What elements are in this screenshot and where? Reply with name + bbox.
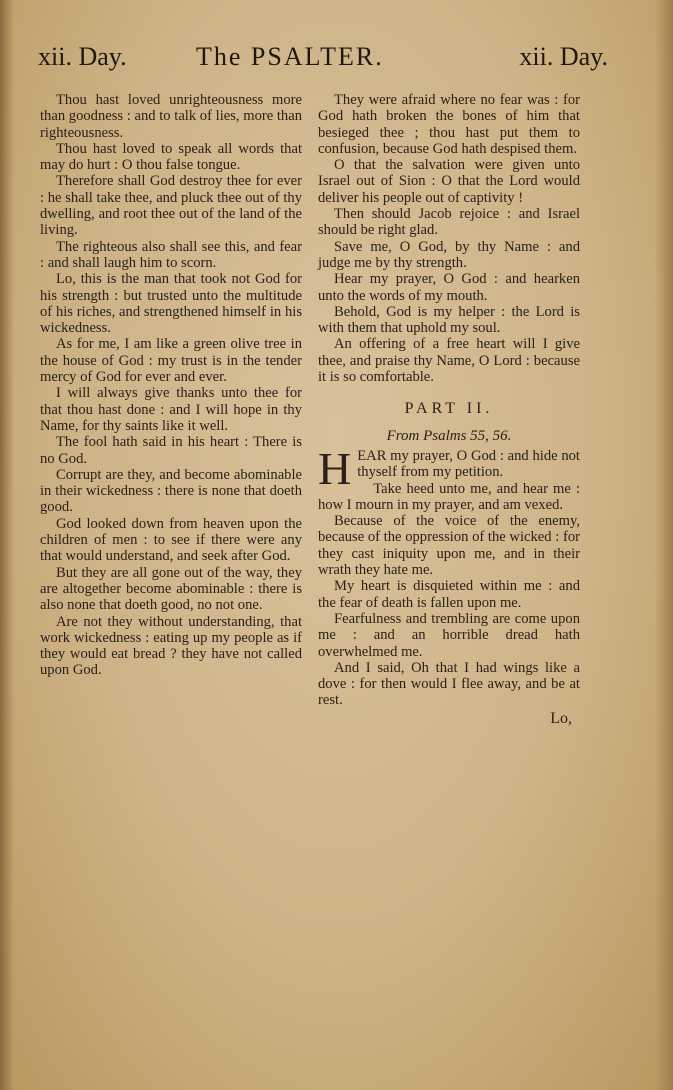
verse: An offering of a free heart will I give thee, and praise thy Name, O Lord : because it is so comfortable. <box>318 336 580 386</box>
right-column <box>318 92 580 727</box>
verse: Take heed unto me, and hear me : how I mourn in my prayer, and am vexed. <box>318 480 580 513</box>
verse: God looked down from heaven upon the children of men : to see if there were any that would understand, and seek after God. <box>40 515 302 565</box>
verse: The fool hath said in his heart : There is no God. <box>40 434 302 467</box>
verse: Lo, this is the man that took not God for his strength : but trusted unto the multitude of his riches, and strengthened himself in his wickedness. <box>40 271 302 337</box>
verse: Corrupt are they, and become abominable in their wickedness : there is none that doeth good. <box>40 466 302 516</box>
verse: Thou hast loved to speak all words that may do hurt : O thou false tongue. <box>40 140 302 174</box>
page-edge-shadow-left <box>0 0 14 1090</box>
verse: The righteous also shall see this, and fear : and shall laugh him to scorn. <box>40 238 302 271</box>
header-day-right: xii. Day. <box>519 42 608 71</box>
page-edge-shadow-right <box>655 0 673 1090</box>
verse: But they are all gone out of the way, they are altogether become abominable : there is also none that doeth good, no not one. <box>40 564 302 614</box>
verse: Because of the voice of the enemy, because of the oppression of the wicked : for they cast iniquity upon me, and in their wrath they hate me. <box>318 513 580 579</box>
verse: I will always give thanks unto thee for that thou hast done : and I will hope in thy Name, for thy saints like it well. <box>40 385 302 434</box>
drop-cap: H <box>318 442 352 494</box>
verse: My heart is disquieted within me : and the fear of death is fallen upon me. <box>318 578 580 611</box>
verse: Save me, O God, by thy Name : and judge me by thy strength. <box>318 238 580 271</box>
header-day-left: xii. Day. <box>38 42 127 71</box>
verse: O that the salvation were given unto Israel out of Sion : O that the Lord would deliver his people out of captivity ! <box>318 157 580 206</box>
left-column <box>40 92 302 679</box>
verse: Thou hast loved unrighteousness more than goodness : and to talk of lies, more than righteousness. <box>40 92 302 141</box>
text-columns <box>40 92 610 992</box>
first-verse-text: EAR my prayer, O God : and hide not thyself from my petition. <box>357 447 580 481</box>
verse: Therefore shall God destroy thee for ever : he shall take thee, and pluck thee out of thy dwelling, and root thee out of the land of the living. <box>40 173 302 239</box>
verse: As for me, I am like a green olive tree in the house of God : my trust is in the tender mercy of God for ever and ever. <box>40 336 302 386</box>
psalm-source: From Psalms 55, 56. <box>386 427 512 444</box>
verse: Hear my prayer, O God : and hearken unto the words of my mouth. <box>318 271 580 304</box>
catchword: Lo, <box>550 709 572 727</box>
first-verse <box>318 442 580 494</box>
verse: And I said, Oh that I had wings like a dove : for then would I flee away, and be at rest. <box>318 659 580 709</box>
running-header <box>38 42 608 86</box>
verse: They were afraid where no fear was : for God hath broken the bones of him that besieged thee ; thou hast put them to confusion, because God hath despised them. <box>318 92 580 157</box>
header-title: The PSALTER. <box>196 42 384 71</box>
part-heading: PART II. <box>404 400 494 418</box>
verse: Are not they without understanding, that work wickedness : eating up my people as if they would eat bread ? they have not called upon God. <box>40 613 302 679</box>
verse: Then should Jacob rejoice : and Israel should be right glad. <box>318 206 580 239</box>
verse: Fearfulness and trembling are come upon me : and an horrible dread hath overwhelmed me. <box>318 610 580 660</box>
verse: Behold, God is my helper : the Lord is with them that uphold my soul. <box>318 303 580 337</box>
